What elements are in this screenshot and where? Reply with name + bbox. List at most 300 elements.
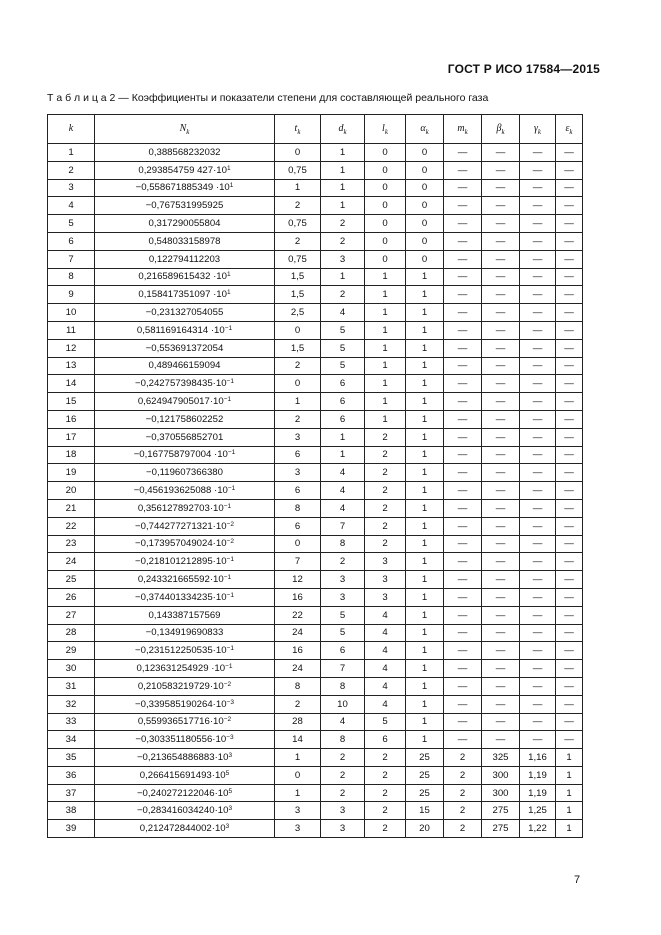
cell-k: 36 xyxy=(48,766,95,784)
cell-gamma: — xyxy=(520,161,556,179)
cell-alpha: 1 xyxy=(406,410,444,428)
cell-d: 6 xyxy=(321,642,365,660)
cell-epsilon: — xyxy=(556,393,583,411)
table-row xyxy=(48,268,583,286)
cell-gamma: — xyxy=(520,517,556,535)
table-row xyxy=(48,357,583,375)
cell-alpha: 1 xyxy=(406,446,444,464)
cell-m: — xyxy=(444,713,482,731)
cell-l: 3 xyxy=(365,553,406,571)
cell-l: 2 xyxy=(365,766,406,784)
cell-k: 19 xyxy=(48,464,95,482)
cell-epsilon: — xyxy=(556,339,583,357)
cell-beta: — xyxy=(482,304,520,322)
cell-k: 28 xyxy=(48,624,95,642)
cell-epsilon: — xyxy=(556,215,583,233)
cell-m: — xyxy=(444,606,482,624)
cell-k: 2 xyxy=(48,161,95,179)
cell-d: 5 xyxy=(321,321,365,339)
cell-gamma: — xyxy=(520,606,556,624)
cell-beta: — xyxy=(482,339,520,357)
column-header: $\varepsilon_k$ xyxy=(556,115,583,144)
cell-t: 16 xyxy=(275,588,321,606)
cell-n: $0,123631254929 \cdot 10^{-1}$ xyxy=(95,660,275,678)
table-row xyxy=(48,250,583,268)
cell-t: 0 xyxy=(275,535,321,553)
cell-k: 3 xyxy=(48,179,95,197)
cell-beta: — xyxy=(482,713,520,731)
coefficients-table xyxy=(47,114,583,838)
cell-n: $0,216589615432 \cdot 10^1$ xyxy=(95,268,275,286)
cell-gamma: 1,19 xyxy=(520,766,556,784)
cell-beta: — xyxy=(482,215,520,233)
cell-m: — xyxy=(444,731,482,749)
column-header: $d_k$ xyxy=(321,115,365,144)
cell-epsilon: — xyxy=(556,677,583,695)
cell-t: 0,75 xyxy=(275,215,321,233)
column-header: k xyxy=(48,115,95,144)
cell-gamma: — xyxy=(520,464,556,482)
cell-epsilon: — xyxy=(556,144,583,162)
cell-epsilon: 1 xyxy=(556,802,583,820)
cell-n: −0,119607366380 xyxy=(95,464,275,482)
cell-n: $-0,213654886883\cdot 10^3$ xyxy=(95,749,275,767)
cell-alpha: 1 xyxy=(406,553,444,571)
cell-beta: — xyxy=(482,410,520,428)
cell-gamma: — xyxy=(520,393,556,411)
cell-k: 11 xyxy=(48,321,95,339)
cell-m: — xyxy=(444,357,482,375)
cell-epsilon: — xyxy=(556,321,583,339)
cell-l: 1 xyxy=(365,410,406,428)
cell-l: 4 xyxy=(365,695,406,713)
cell-m: — xyxy=(444,339,482,357)
cell-m: — xyxy=(444,197,482,215)
cell-n: −0,553691372054 xyxy=(95,339,275,357)
table-row xyxy=(48,731,583,749)
cell-beta: 300 xyxy=(482,766,520,784)
cell-n: $-0,374401334235\cdot 10^{-1}$ xyxy=(95,588,275,606)
column-header: $\gamma_k$ xyxy=(520,115,556,144)
cell-alpha: 0 xyxy=(406,179,444,197)
cell-d: 2 xyxy=(321,784,365,802)
cell-m: — xyxy=(444,571,482,589)
cell-epsilon: — xyxy=(556,464,583,482)
table-row xyxy=(48,321,583,339)
cell-k: 24 xyxy=(48,553,95,571)
table-row xyxy=(48,464,583,482)
cell-n: −0,767531995925 xyxy=(95,197,275,215)
cell-l: 1 xyxy=(365,339,406,357)
table-row xyxy=(48,179,583,197)
cell-beta: — xyxy=(482,286,520,304)
cell-gamma: — xyxy=(520,357,556,375)
cell-l: 0 xyxy=(365,215,406,233)
cell-gamma: — xyxy=(520,179,556,197)
cell-d: 3 xyxy=(321,588,365,606)
cell-n: 0,489466159094 xyxy=(95,357,275,375)
column-header: $l_k$ xyxy=(365,115,406,144)
cell-n: 0,143387157569 xyxy=(95,606,275,624)
cell-l: 2 xyxy=(365,482,406,500)
cell-m: — xyxy=(444,642,482,660)
cell-epsilon: — xyxy=(556,731,583,749)
table-row xyxy=(48,499,583,517)
cell-alpha: 25 xyxy=(406,784,444,802)
cell-gamma: — xyxy=(520,731,556,749)
cell-m: — xyxy=(444,677,482,695)
cell-gamma: — xyxy=(520,642,556,660)
cell-m: 2 xyxy=(444,749,482,767)
cell-alpha: 1 xyxy=(406,517,444,535)
cell-t: 1 xyxy=(275,393,321,411)
cell-d: 8 xyxy=(321,677,365,695)
cell-k: 39 xyxy=(48,820,95,838)
cell-beta: — xyxy=(482,499,520,517)
cell-gamma: — xyxy=(520,268,556,286)
cell-n: −0,231327054055 xyxy=(95,304,275,322)
cell-m: — xyxy=(444,393,482,411)
table-row xyxy=(48,695,583,713)
cell-d: 1 xyxy=(321,197,365,215)
cell-d: 1 xyxy=(321,144,365,162)
column-header: $N_k$ xyxy=(95,115,275,144)
cell-m: — xyxy=(444,428,482,446)
cell-epsilon: — xyxy=(556,357,583,375)
cell-m: — xyxy=(444,482,482,500)
cell-epsilon: — xyxy=(556,482,583,500)
cell-gamma: — xyxy=(520,588,556,606)
cell-m: — xyxy=(444,517,482,535)
table-caption: Т а б л и ц а 2 — Коэффициенты и показатели степени для составляющей реального газа xyxy=(47,92,489,104)
table-row xyxy=(48,428,583,446)
cell-gamma: — xyxy=(520,197,556,215)
cell-alpha: 1 xyxy=(406,713,444,731)
cell-beta: — xyxy=(482,571,520,589)
cell-t: 3 xyxy=(275,428,321,446)
cell-alpha: 0 xyxy=(406,232,444,250)
cell-alpha: 25 xyxy=(406,749,444,767)
cell-beta: — xyxy=(482,677,520,695)
cell-d: 8 xyxy=(321,535,365,553)
cell-t: 1,5 xyxy=(275,339,321,357)
cell-k: 38 xyxy=(48,802,95,820)
cell-t: 8 xyxy=(275,499,321,517)
cell-n: $-0,303351180556\cdot 10^{-3}$ xyxy=(95,731,275,749)
cell-m: — xyxy=(444,161,482,179)
cell-gamma: 1,19 xyxy=(520,784,556,802)
cell-t: 22 xyxy=(275,606,321,624)
cell-k: 9 xyxy=(48,286,95,304)
cell-t: 12 xyxy=(275,571,321,589)
table-row xyxy=(48,161,583,179)
cell-l: 4 xyxy=(365,677,406,695)
cell-gamma: 1,22 xyxy=(520,820,556,838)
cell-k: 33 xyxy=(48,713,95,731)
cell-t: 1 xyxy=(275,784,321,802)
cell-l: 2 xyxy=(365,820,406,838)
cell-d: 5 xyxy=(321,606,365,624)
cell-t: 1,5 xyxy=(275,286,321,304)
cell-beta: — xyxy=(482,428,520,446)
cell-k: 25 xyxy=(48,571,95,589)
cell-alpha: 1 xyxy=(406,499,444,517)
cell-m: — xyxy=(444,321,482,339)
cell-k: 26 xyxy=(48,588,95,606)
cell-d: 6 xyxy=(321,410,365,428)
cell-d: 4 xyxy=(321,304,365,322)
cell-m: — xyxy=(444,286,482,304)
cell-k: 13 xyxy=(48,357,95,375)
cell-t: 24 xyxy=(275,624,321,642)
cell-alpha: 1 xyxy=(406,642,444,660)
cell-l: 0 xyxy=(365,197,406,215)
cell-m: — xyxy=(444,624,482,642)
cell-k: 37 xyxy=(48,784,95,802)
table-row xyxy=(48,517,583,535)
cell-k: 29 xyxy=(48,642,95,660)
column-header: $\beta_k$ xyxy=(482,115,520,144)
cell-epsilon: — xyxy=(556,197,583,215)
cell-n: $-0,456193625088 \cdot 10^{-1}$ xyxy=(95,482,275,500)
cell-beta: — xyxy=(482,250,520,268)
cell-gamma: — xyxy=(520,144,556,162)
cell-l: 6 xyxy=(365,731,406,749)
cell-k: 30 xyxy=(48,660,95,678)
cell-epsilon: — xyxy=(556,642,583,660)
cell-gamma: — xyxy=(520,660,556,678)
cell-t: 0 xyxy=(275,144,321,162)
table-row xyxy=(48,588,583,606)
cell-m: — xyxy=(444,464,482,482)
cell-gamma: — xyxy=(520,321,556,339)
cell-m: 2 xyxy=(444,802,482,820)
cell-d: 5 xyxy=(321,339,365,357)
cell-beta: — xyxy=(482,660,520,678)
cell-beta: — xyxy=(482,482,520,500)
cell-n: $0,266415691493\cdot 10^5$ xyxy=(95,766,275,784)
cell-t: 3 xyxy=(275,802,321,820)
cell-t: 1 xyxy=(275,179,321,197)
cell-epsilon: 1 xyxy=(556,784,583,802)
cell-gamma: — xyxy=(520,482,556,500)
cell-gamma: — xyxy=(520,286,556,304)
cell-n: 0,293854759 $427\cdot 10^1$ xyxy=(95,161,275,179)
cell-epsilon: — xyxy=(556,517,583,535)
cell-n: $-0,242757398435\cdot 10^{-1}$ xyxy=(95,375,275,393)
cell-k: 17 xyxy=(48,428,95,446)
cell-beta: — xyxy=(482,393,520,411)
cell-l: 2 xyxy=(365,446,406,464)
cell-k: 7 xyxy=(48,250,95,268)
cell-beta: — xyxy=(482,446,520,464)
column-header: $m_k$ xyxy=(444,115,482,144)
cell-d: 2 xyxy=(321,232,365,250)
cell-epsilon: 1 xyxy=(556,749,583,767)
cell-l: 1 xyxy=(365,304,406,322)
cell-n: 0,122794112203 xyxy=(95,250,275,268)
cell-d: 7 xyxy=(321,517,365,535)
table-row xyxy=(48,642,583,660)
cell-gamma: — xyxy=(520,535,556,553)
cell-alpha: 1 xyxy=(406,571,444,589)
cell-k: 31 xyxy=(48,677,95,695)
cell-d: 1 xyxy=(321,179,365,197)
table-row xyxy=(48,713,583,731)
cell-n: $-0,339585190264\cdot 10^{-3}$ xyxy=(95,695,275,713)
cell-epsilon: — xyxy=(556,428,583,446)
cell-epsilon: — xyxy=(556,660,583,678)
cell-k: 12 xyxy=(48,339,95,357)
table-row xyxy=(48,571,583,589)
cell-l: 1 xyxy=(365,375,406,393)
cell-beta: — xyxy=(482,535,520,553)
cell-m: — xyxy=(444,144,482,162)
cell-m: — xyxy=(444,588,482,606)
cell-epsilon: — xyxy=(556,606,583,624)
cell-alpha: 1 xyxy=(406,731,444,749)
cell-k: 5 xyxy=(48,215,95,233)
cell-d: 3 xyxy=(321,250,365,268)
cell-k: 16 xyxy=(48,410,95,428)
cell-l: 1 xyxy=(365,357,406,375)
cell-beta: — xyxy=(482,695,520,713)
table-row xyxy=(48,232,583,250)
table-row xyxy=(48,784,583,802)
cell-l: 1 xyxy=(365,286,406,304)
table-row xyxy=(48,624,583,642)
cell-k: 20 xyxy=(48,482,95,500)
cell-alpha: 1 xyxy=(406,428,444,446)
cell-t: 24 xyxy=(275,660,321,678)
cell-epsilon: — xyxy=(556,179,583,197)
cell-t: 6 xyxy=(275,517,321,535)
cell-beta: — xyxy=(482,232,520,250)
cell-gamma: — xyxy=(520,499,556,517)
cell-beta: — xyxy=(482,375,520,393)
table-row xyxy=(48,553,583,571)
cell-d: 5 xyxy=(321,357,365,375)
cell-beta: — xyxy=(482,161,520,179)
cell-t: 6 xyxy=(275,482,321,500)
cell-n: −0,121758602252 xyxy=(95,410,275,428)
cell-epsilon: — xyxy=(556,446,583,464)
cell-alpha: 0 xyxy=(406,197,444,215)
cell-epsilon: 1 xyxy=(556,820,583,838)
cell-n: −0,134919690833 xyxy=(95,624,275,642)
cell-gamma: — xyxy=(520,250,556,268)
cell-epsilon: — xyxy=(556,624,583,642)
cell-alpha: 1 xyxy=(406,588,444,606)
cell-epsilon: — xyxy=(556,304,583,322)
cell-l: 2 xyxy=(365,428,406,446)
cell-l: 2 xyxy=(365,464,406,482)
table-row xyxy=(48,375,583,393)
cell-t: 2 xyxy=(275,232,321,250)
cell-gamma: — xyxy=(520,571,556,589)
cell-gamma: 1,16 xyxy=(520,749,556,767)
cell-alpha: 1 xyxy=(406,321,444,339)
cell-beta: — xyxy=(482,731,520,749)
cell-k: 14 xyxy=(48,375,95,393)
cell-alpha: 1 xyxy=(406,268,444,286)
cell-epsilon: — xyxy=(556,250,583,268)
cell-l: 0 xyxy=(365,250,406,268)
cell-m: — xyxy=(444,660,482,678)
cell-n: 0,317290055804 xyxy=(95,215,275,233)
table-row xyxy=(48,339,583,357)
cell-d: 2 xyxy=(321,286,365,304)
cell-d: 2 xyxy=(321,766,365,784)
table-row xyxy=(48,215,583,233)
cell-m: 2 xyxy=(444,766,482,784)
cell-alpha: 1 xyxy=(406,304,444,322)
cell-k: 10 xyxy=(48,304,95,322)
table-row xyxy=(48,482,583,500)
cell-t: 3 xyxy=(275,820,321,838)
cell-m: — xyxy=(444,232,482,250)
cell-alpha: 1 xyxy=(406,482,444,500)
cell-alpha: 0 xyxy=(406,250,444,268)
cell-k: 6 xyxy=(48,232,95,250)
cell-epsilon: — xyxy=(556,535,583,553)
cell-l: 2 xyxy=(365,499,406,517)
cell-m: 2 xyxy=(444,784,482,802)
cell-m: — xyxy=(444,268,482,286)
cell-epsilon: — xyxy=(556,571,583,589)
cell-t: 7 xyxy=(275,553,321,571)
cell-gamma: — xyxy=(520,410,556,428)
cell-d: 1 xyxy=(321,161,365,179)
cell-d: 4 xyxy=(321,499,365,517)
cell-epsilon: — xyxy=(556,499,583,517)
cell-epsilon: — xyxy=(556,713,583,731)
cell-l: 5 xyxy=(365,713,406,731)
cell-t: 0,75 xyxy=(275,161,321,179)
cell-alpha: 1 xyxy=(406,535,444,553)
cell-n: −0,370556852701 xyxy=(95,428,275,446)
table-row xyxy=(48,410,583,428)
cell-gamma: — xyxy=(520,446,556,464)
cell-epsilon: — xyxy=(556,161,583,179)
cell-beta: — xyxy=(482,357,520,375)
cell-d: 1 xyxy=(321,428,365,446)
cell-n: $-0,167758797004 \cdot 10^{-1}$ xyxy=(95,446,275,464)
cell-d: 10 xyxy=(321,695,365,713)
cell-alpha: 1 xyxy=(406,624,444,642)
cell-alpha: 1 xyxy=(406,695,444,713)
cell-alpha: 1 xyxy=(406,606,444,624)
table-row xyxy=(48,393,583,411)
cell-k: 18 xyxy=(48,446,95,464)
cell-k: 34 xyxy=(48,731,95,749)
cell-k: 32 xyxy=(48,695,95,713)
cell-beta: 275 xyxy=(482,802,520,820)
cell-beta: — xyxy=(482,268,520,286)
cell-gamma: — xyxy=(520,428,556,446)
cell-k: 35 xyxy=(48,749,95,767)
page-number: 7 xyxy=(574,874,581,886)
cell-beta: — xyxy=(482,588,520,606)
cell-d: 7 xyxy=(321,660,365,678)
cell-gamma: — xyxy=(520,232,556,250)
cell-alpha: 0 xyxy=(406,161,444,179)
cell-m: — xyxy=(444,215,482,233)
cell-k: 1 xyxy=(48,144,95,162)
cell-alpha: 25 xyxy=(406,766,444,784)
cell-gamma: 1,25 xyxy=(520,802,556,820)
cell-n: $-0,240272122046\cdot 10^5$ xyxy=(95,784,275,802)
